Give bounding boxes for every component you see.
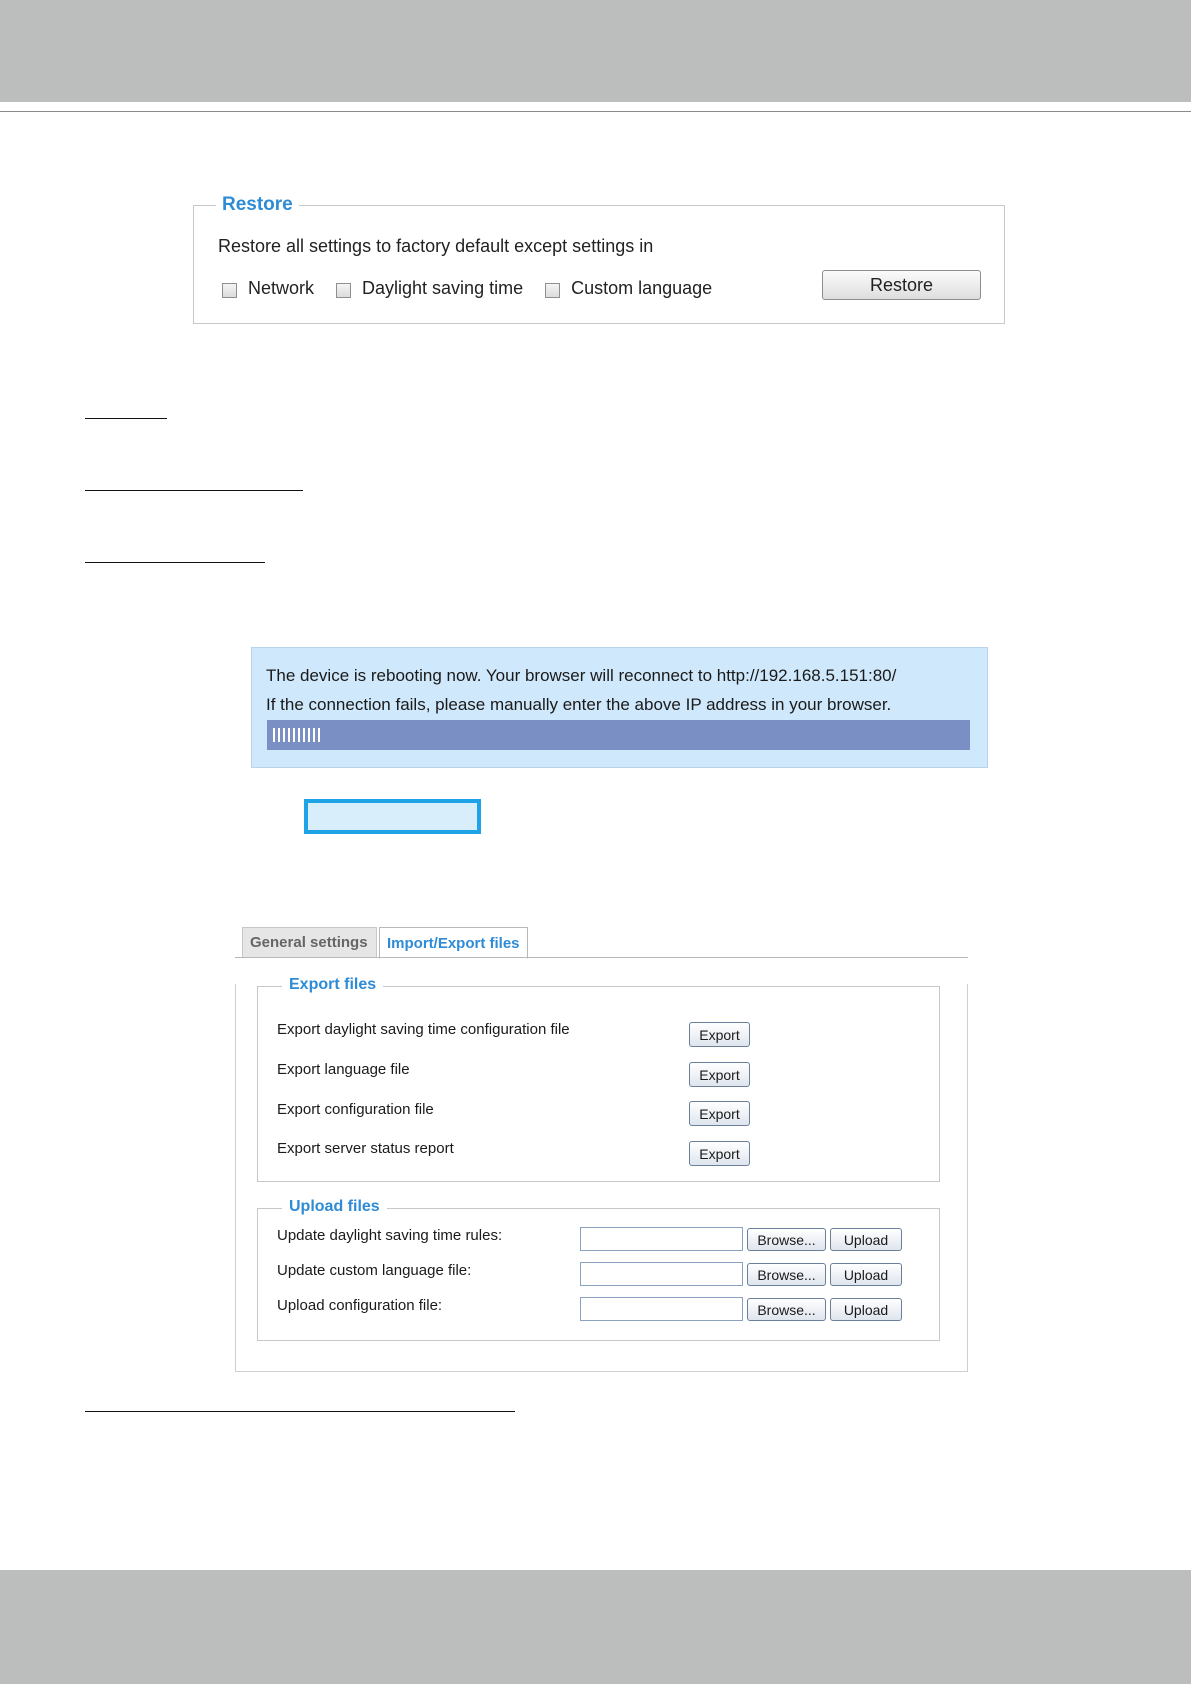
config-upload-button[interactable]: Upload — [830, 1298, 902, 1321]
language-file-input[interactable] — [580, 1262, 743, 1286]
tab-import-export-files[interactable]: Import/Export files — [379, 927, 528, 959]
export-status-report-button[interactable]: Export — [689, 1141, 750, 1166]
reboot-progress-fill — [273, 728, 321, 742]
restore-panel — [193, 194, 1005, 324]
heading-underline — [85, 562, 265, 563]
tabs-divider — [235, 957, 968, 958]
restore-options — [222, 278, 734, 299]
reboot-message-line1: The device is rebooting now. Your browser will reconnect to http://192.168.5.151:80/ — [266, 666, 897, 685]
config-browse-button[interactable]: Browse... — [747, 1298, 826, 1321]
heading-underline — [85, 1411, 515, 1412]
option-network[interactable] — [222, 278, 314, 299]
upload-row-label: Update custom language file: — [277, 1262, 472, 1279]
export-files-fieldset — [257, 976, 940, 1182]
option-daylight-saving[interactable] — [336, 278, 523, 299]
restore-button[interactable]: Restore — [822, 270, 981, 300]
restore-legend: Restore — [216, 194, 299, 216]
option-custom-language[interactable] — [545, 278, 712, 299]
network-label: Network — [248, 278, 315, 298]
network-checkbox[interactable] — [222, 283, 237, 298]
export-dst-config-button[interactable]: Export — [689, 1022, 750, 1047]
dst-rules-browse-button[interactable]: Browse... — [747, 1228, 826, 1251]
heading-underline — [85, 418, 167, 419]
upload-files-fieldset — [257, 1198, 940, 1341]
upload-row-label: Update daylight saving time rules: — [277, 1227, 503, 1244]
export-files-legend: Export files — [282, 976, 383, 994]
language-upload-button[interactable]: Upload — [830, 1263, 902, 1286]
header-divider — [0, 111, 1191, 112]
config-file-input[interactable] — [580, 1297, 743, 1321]
export-row-label: Export server status report — [277, 1140, 454, 1157]
reboot-message-panel — [251, 647, 988, 768]
dst-rules-upload-button[interactable]: Upload — [830, 1228, 902, 1251]
daylight-saving-label: Daylight saving time — [362, 278, 524, 298]
export-language-button[interactable]: Export — [689, 1062, 750, 1087]
upload-row-label: Upload configuration file: — [277, 1297, 443, 1314]
highlight-box — [304, 799, 481, 834]
export-row-label: Export language file — [277, 1061, 410, 1078]
language-browse-button[interactable]: Browse... — [747, 1263, 826, 1286]
tab-general-settings[interactable]: General settings — [242, 927, 377, 958]
page-footer-band — [0, 1570, 1191, 1684]
import-export-panel — [235, 976, 968, 1372]
custom-language-label: Custom language — [571, 278, 713, 298]
reboot-message-line2: If the connection fails, please manually enter the above IP address in your browser. — [266, 695, 892, 714]
page-header-band — [0, 0, 1191, 102]
export-row-label: Export daylight saving time configuration file — [277, 1021, 570, 1038]
heading-underline — [85, 490, 303, 491]
restore-description: Restore all settings to factory default except settings in — [218, 236, 654, 256]
custom-language-checkbox[interactable] — [545, 283, 560, 298]
daylight-saving-checkbox[interactable] — [336, 283, 351, 298]
upload-files-legend: Upload files — [282, 1198, 387, 1216]
reboot-progress-bar — [267, 720, 970, 750]
dst-rules-file-input[interactable] — [580, 1227, 743, 1251]
export-row-label: Export configuration file — [277, 1101, 434, 1118]
export-configuration-button[interactable]: Export — [689, 1101, 750, 1126]
